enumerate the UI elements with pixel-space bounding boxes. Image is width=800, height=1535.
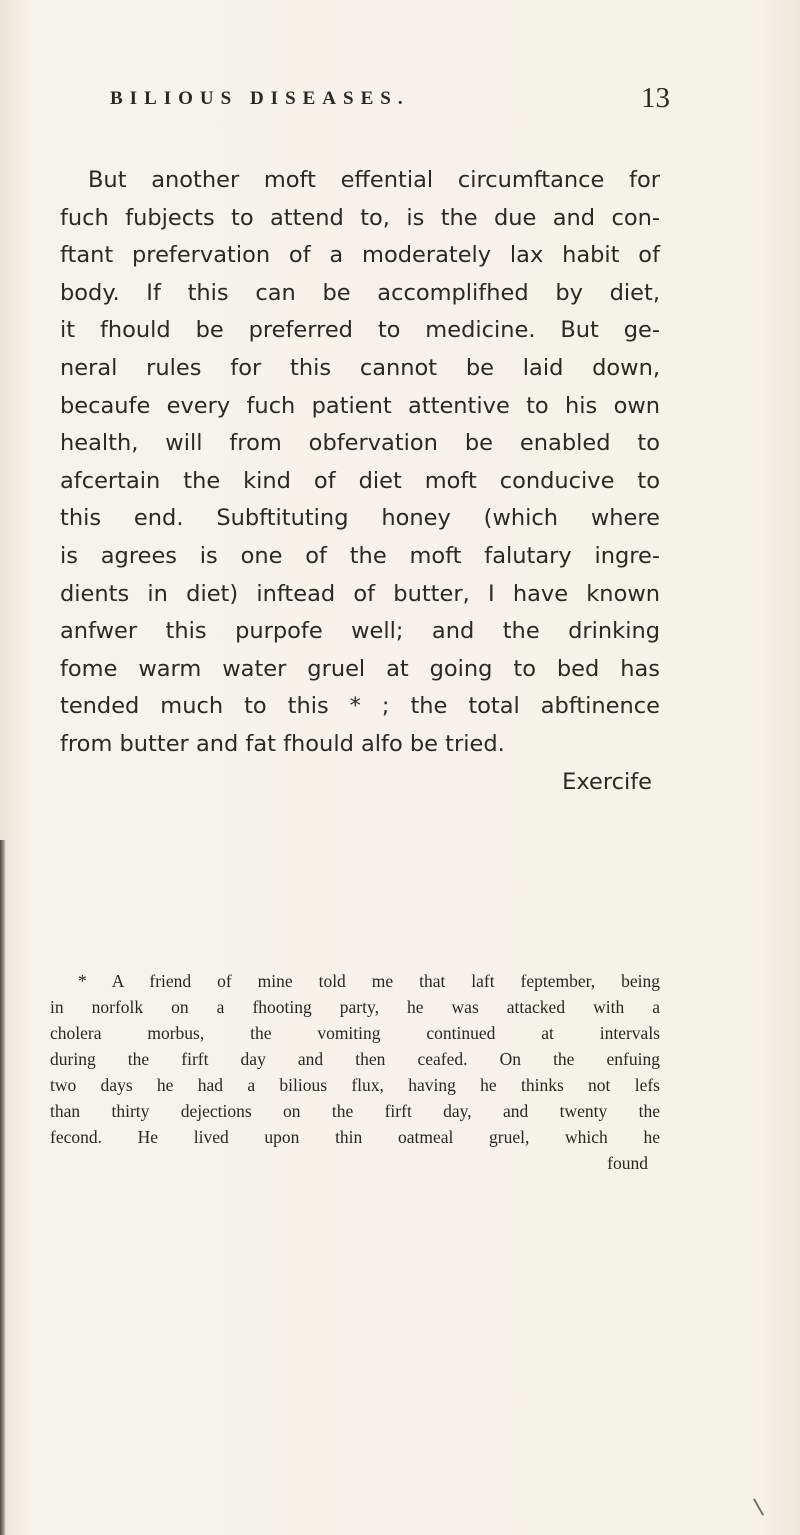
footnote-line: than thirty dejections on the firft day, and twenty the — [50, 1101, 660, 1121]
footnote-line: * A friend of mine told me that laft feptember, being — [78, 971, 660, 991]
footnote-line: fecond. He lived upon thin oatmeal gruel, which he — [50, 1127, 660, 1147]
text-line: afcertain the kind of diet moft conducive to — [60, 467, 660, 494]
text-line: ftant prefervation of a moderately lax habit of — [60, 242, 660, 269]
text-line: is agrees is one of the moft falutary ingre- — [60, 542, 660, 569]
text-line: becaufe every fuch patient attentive to his own — [60, 392, 660, 419]
footnote-line: two days he had a bilious flux, having he thinks not lefs — [50, 1075, 660, 1095]
text-line: it fhould be preferred to medicine. But ge- — [60, 317, 660, 344]
text-line: dients in diet) inftead of butter, I have known — [60, 580, 660, 607]
catchword: Exercife — [562, 768, 652, 795]
running-head: BILIOUS DISEASES. — [110, 88, 410, 109]
text-line: from butter and fat fhould alfo be tried. — [60, 730, 505, 757]
text-line: health, will from obfervation be enabled to — [60, 430, 660, 457]
ink-mark: \ — [752, 1494, 765, 1521]
footnote-line: cholera morbus, the vomiting continued at intervals — [50, 1023, 660, 1043]
footnote-line: in norfolk on a fhooting party, he was attacked with a — [50, 997, 660, 1017]
page-number: 13 — [641, 82, 670, 114]
text-line: fome warm water gruel at going to bed has — [60, 655, 660, 682]
binding-shadow — [0, 840, 6, 1535]
footnote-line: during the firft day and then ceafed. On the enfuing — [50, 1049, 660, 1069]
text-line: this end. Subftituting honey (which where — [60, 505, 660, 532]
main-text — [60, 162, 660, 801]
text-line: anfwer this purpofe well; and the drinking — [60, 618, 660, 645]
text-line: neral rules for this cannot be laid down, — [60, 354, 660, 381]
text-line: tended much to this * ; the total abftinence — [60, 693, 660, 720]
footnote — [50, 968, 660, 1176]
page-header — [110, 82, 670, 118]
footnote-catchword: found — [607, 1153, 648, 1173]
text-line: fuch fubjects to attend to, is the due and con- — [60, 204, 660, 231]
text-line: body. If this can be accomplifhed by diet, — [60, 279, 660, 306]
text-line: But another moft effential circumftance for — [88, 167, 660, 193]
